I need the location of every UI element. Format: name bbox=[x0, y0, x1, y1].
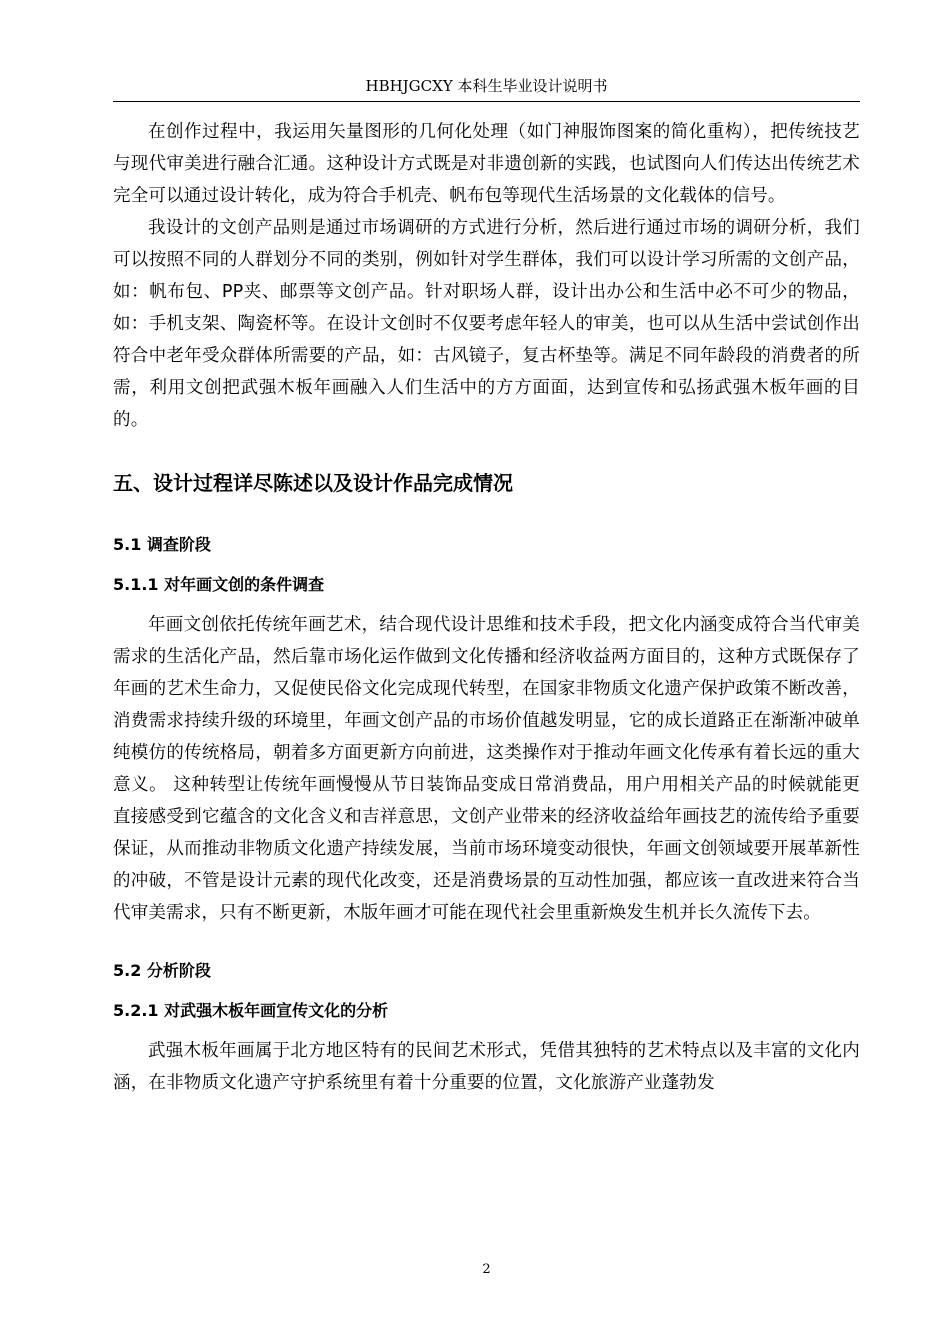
header-divider bbox=[113, 101, 860, 102]
page-header: HBHJGCXY 本科生毕业设计说明书 bbox=[365, 77, 608, 95]
subsection-heading-5-1-1: 5.1.1 对年画文创的条件调查 bbox=[113, 575, 325, 594]
subsection-heading-5-2: 5.2 分析阶段 bbox=[113, 961, 211, 980]
section-heading-5: 五、设计过程详尽陈述以及设计作品完成情况 bbox=[113, 471, 513, 495]
paragraph-product-market: 我设计的文创产品则是通过市场调研的方式进行分析，然后进行通过市场的调研分析，我们可以按照不同的人群划分不同的类别，例如针对学生群体，我们可以设计学习所需的文创产品，如：帆布包、PP夹、邮票等文创产品。针对职场人群，设计出办公和生活中必不可少的物品，如：手机支架、陶瓷杯等。在设计文创时不仅要考虑年轻人的审美，也可以从生活中尝试创作出符合中老年受众群体所需要的产品，如：古风镜子，复古杯垫等。满足不同年龄段的消费者的所需，利用文创把武强木板年画融入人们生活中的方方面面，达到宣传和弘扬武强木板年画的目的。 bbox=[113, 218, 860, 430]
paragraph-design-approach: 在创作过程中，我运用矢量图形的几何化处理（如门神服饰图案的简化重构），把传统技艺与现代审美进行融合汇通。这种设计方式既是对非遗创新的实践，也试图向人们传达出传统艺术完全可以通过设计转化，成为符合手机壳、帆布包等现代生活场景的文化载体的信号。 bbox=[113, 122, 860, 206]
page-body bbox=[113, 116, 860, 1099]
paragraph-wuqiang-analysis: 武强木板年画属于北方地区特有的民间艺术形式，凭借其独特的艺术特点以及丰富的文化内涵，在非物质文化遗产守护系统里有着十分重要的位置，文化旅游产业蓬勃发 bbox=[113, 1041, 860, 1093]
subsection-heading-5-1: 5.1 调查阶段 bbox=[113, 535, 211, 554]
subsection-heading-5-2-1: 5.2.1 对武强木板年画宣传文化的分析 bbox=[113, 1001, 389, 1020]
paragraph-condition-survey: 年画文创依托传统年画艺术，结合现代设计思维和技术手段，把文化内涵变成符合当代审美需求的生活化产品，然后靠市场化运作做到文化传播和经济收益两方面目的，这种方式既保存了年画的艺术生命力，又促使民俗文化完成现代转型，在国家非物质文化遗产保护政策不断改善，消费需求持续升级的环境里，年画文创产品的市场价值越发明显，它的成长道路正在渐渐冲破单纯模仿的传统格局，朝着多方面更新方向前进，这类操作对于推动年画文化传承有着长远的重大意义。 这种转型让传统年画慢慢从节日装饰品变成日常消费品，用户用相关产品的时候就能更直接感受到它蕴含的文化含义和吉祥意思，文创产业带来的经济收益给年画技艺的流传给予重要保证，从而推动非物质文化遗产持续发展，当前市场环境变动很快，年画文创领域要开展革新性的冲破，不管是设计元素的现代化改变，还是消费场景的互动性加强，都应该一直改进来符合当代审美需求，只有不断更新，木版年画才可能在现代社会里重新焕发生机并长久流传下去。 bbox=[113, 615, 860, 923]
page-number: 2 bbox=[482, 1262, 491, 1277]
